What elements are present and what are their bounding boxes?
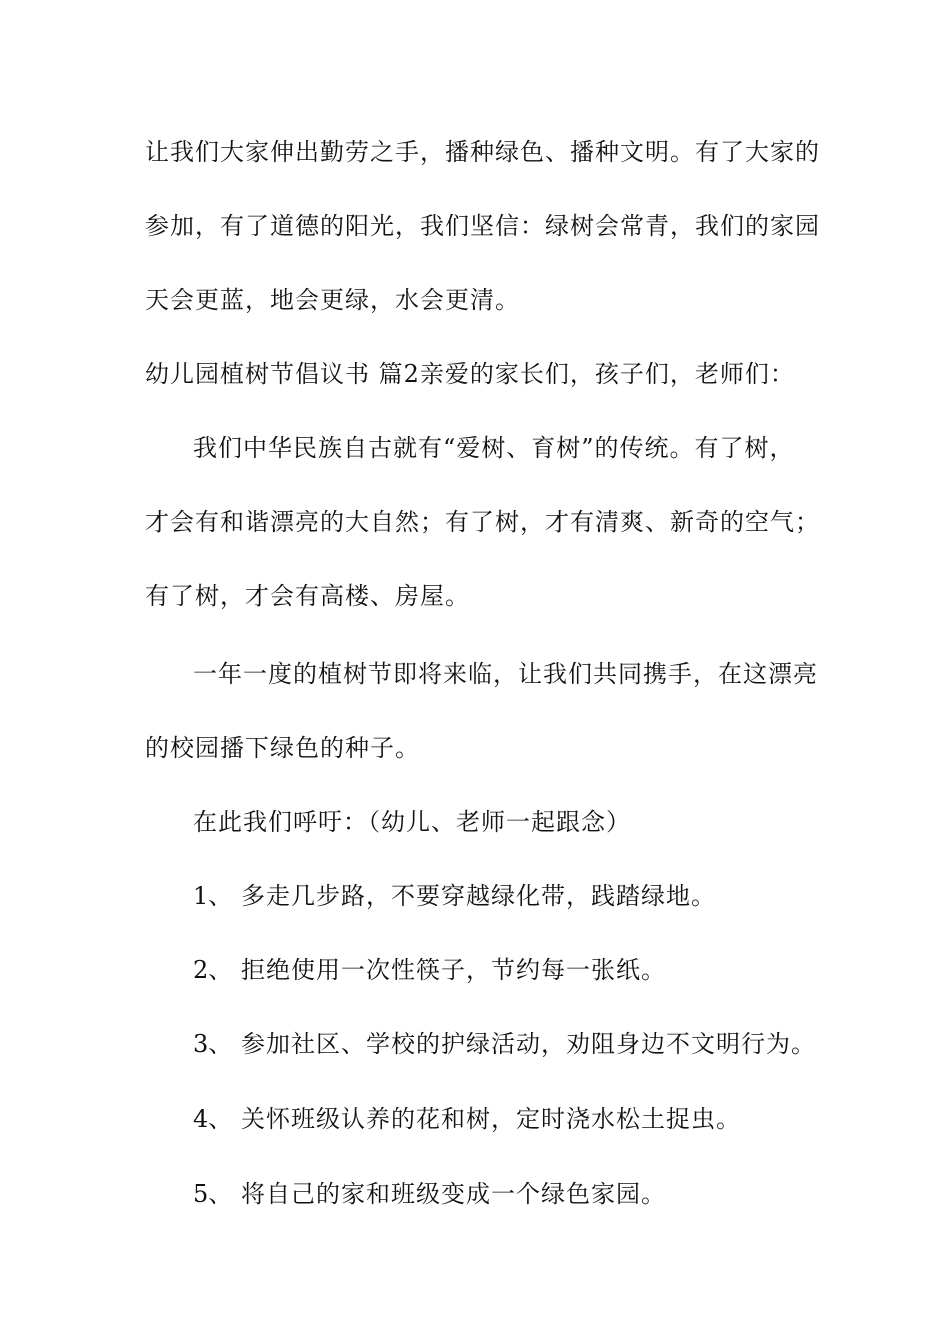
list-text: 将自己的家和班级变成一个绿色家园。 — [241, 1180, 666, 1208]
paragraph-line: 一年一度的植树节即将来临，让我们共同携手，在这漂亮 — [193, 660, 818, 688]
paragraph-line: 参加，有了道德的阳光，我们坚信：绿树会常青，我们的家园 — [145, 212, 820, 240]
list-text: 拒绝使用一次性筷子，节约每一张纸。 — [241, 956, 666, 984]
paragraph-line: 在此我们呼吁：（幼儿、老师一起跟念） — [193, 808, 631, 836]
list-item — [193, 955, 666, 985]
paragraph-line: 的校园播下绿色的种子。 — [145, 734, 420, 762]
list-item — [193, 1029, 816, 1059]
paragraph-line: 才会有和谐漂亮的大自然；有了树，才有清爽、新奇的空气； — [145, 508, 820, 536]
list-item — [193, 1104, 741, 1134]
list-number: 4、 — [193, 1105, 233, 1133]
paragraph-line: 天会更蓝，地会更绿，水会更清。 — [145, 286, 520, 314]
list-number: 5、 — [193, 1180, 233, 1208]
list-text: 多走几步路，不要穿越绿化带，践踏绿地。 — [241, 882, 716, 910]
list-text: 关怀班级认养的花和树，定时浇水松土捉虫。 — [241, 1105, 741, 1133]
paragraph-line: 让我们大家伸出勤劳之手，播种绿色、播种文明。有了大家的 — [145, 138, 820, 166]
list-item — [193, 881, 716, 911]
list-number: 3、 — [193, 1030, 233, 1058]
list-text: 参加社区、学校的护绿活动，劝阻身边不文明行为。 — [241, 1030, 816, 1058]
list-item — [193, 1179, 666, 1209]
section-heading: 幼儿园植树节倡议书 篇2亲爱的家长们，孩子们，老师们： — [145, 360, 795, 388]
paragraph-line: 我们中华民族自古就有“爱树、育树”的传统。有了树， — [193, 434, 795, 462]
paragraph-line: 有了树，才会有高楼、房屋。 — [145, 582, 470, 610]
list-number: 1、 — [193, 882, 233, 910]
list-number: 2、 — [193, 956, 233, 984]
